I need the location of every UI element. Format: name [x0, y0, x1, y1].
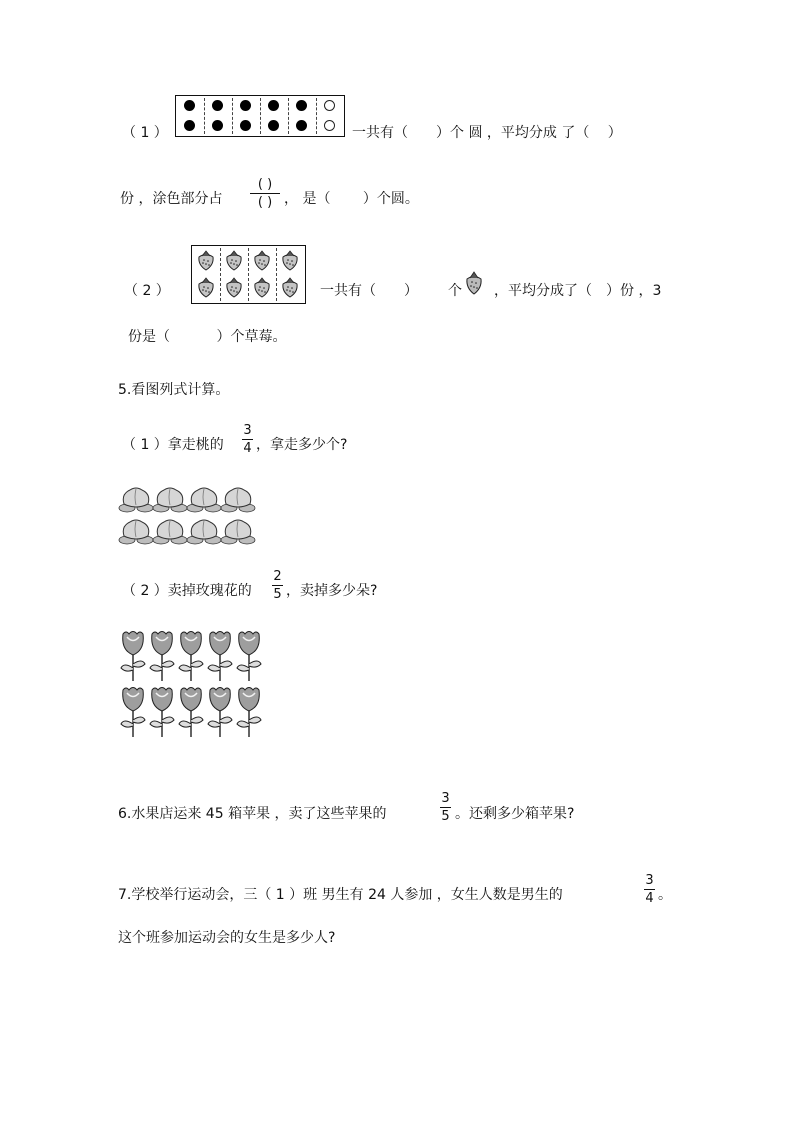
- fraction-numerator: 3: [243, 423, 252, 438]
- fraction-denominator: 5: [441, 809, 450, 824]
- rose-icon: [205, 684, 235, 742]
- strawberry-icon: [280, 249, 300, 275]
- q5-2-prefix: （ 2 ）卖掉玫瑰花的: [122, 583, 252, 599]
- q7-fraction: [644, 874, 655, 905]
- empty-circle: [324, 120, 335, 131]
- q4-2-text-a: 一共有（ ）: [320, 283, 418, 299]
- rose-icon: [118, 628, 148, 686]
- strawberry-icon: [224, 276, 244, 302]
- q4-2-text-a2: 个: [448, 283, 462, 299]
- strawberry-icon: [196, 276, 216, 302]
- peach-icon: [220, 484, 256, 518]
- peach-icon: [118, 484, 154, 518]
- peach-icon: [186, 516, 222, 550]
- dot-grid-divider: [288, 98, 289, 134]
- fraction-denominator: 4: [243, 441, 252, 456]
- rose-icon: [176, 628, 206, 686]
- fraction-numerator: 3: [441, 791, 450, 806]
- dot-grid-divider: [232, 98, 233, 134]
- filled-circle: [212, 120, 223, 131]
- rose-icon: [234, 684, 264, 742]
- rose-icon: [147, 628, 177, 686]
- strawberry-grid-divider: [248, 248, 249, 301]
- q6-fraction: [440, 792, 451, 823]
- dot-grid: [175, 95, 345, 137]
- rose-icon: [205, 628, 235, 686]
- rose-icon: [176, 684, 206, 742]
- dot-grid-divider: [260, 98, 261, 134]
- q5-title: 5.看图列式计算。: [118, 382, 230, 398]
- filled-circle: [184, 120, 195, 131]
- strawberry-grid: [191, 245, 306, 304]
- strawberry-icon: [252, 249, 272, 275]
- fraction-denominator: ( ): [257, 195, 273, 210]
- q4-2-text-a3: ，平均分成了（ ）份 ，3: [494, 283, 662, 299]
- q4-1-fraction: [250, 178, 280, 209]
- q4-1-text-b-suffix: ， 是（ ）个圆。: [284, 191, 419, 207]
- q7-prefix: 7.学校举行运动会，三（ 1 ）班 男生有 24 人参加 ，女生人数是男生的: [118, 887, 563, 903]
- fraction-denominator: 4: [645, 891, 654, 906]
- filled-circle: [240, 100, 251, 111]
- q5-1-suffix: ，拿走多少个?: [256, 437, 348, 453]
- q6-suffix: 。还剩多少箱苹果?: [455, 806, 575, 822]
- fraction-numerator: 3: [645, 873, 654, 888]
- filled-circle: [212, 100, 223, 111]
- peach-group: [118, 484, 263, 546]
- rose-icon: [118, 684, 148, 742]
- fraction-numerator: 2: [273, 569, 282, 584]
- strawberry-icon: [252, 276, 272, 302]
- q4-2-text-b: 份是（ ）个草莓。: [128, 329, 287, 345]
- q5-1-prefix: （ 1 ）拿走桃的: [122, 437, 224, 453]
- empty-circle: [324, 100, 335, 111]
- filled-circle: [240, 120, 251, 131]
- peach-icon: [152, 484, 188, 518]
- dot-grid-divider: [316, 98, 317, 134]
- q6-prefix: 6.水果店运来 45 箱苹果 ，卖了这些苹果的: [118, 806, 387, 822]
- filled-circle: [184, 100, 195, 111]
- strawberry-icon: [224, 249, 244, 275]
- strawberry-icon: [196, 249, 216, 275]
- q4-1-text-b-prefix: 份 ，涂色部分占: [120, 191, 223, 207]
- rose-icon: [147, 684, 177, 742]
- strawberry-grid-divider: [276, 248, 277, 301]
- rose-group: [118, 628, 270, 740]
- q5-1-fraction: [242, 424, 253, 455]
- filled-circle: [268, 100, 279, 111]
- dot-grid-divider: [204, 98, 205, 134]
- q5-2-fraction: [272, 570, 283, 601]
- q7-line2: 这个班参加运动会的女生是多少人?: [118, 930, 336, 946]
- q5-2-suffix: ，卖掉多少朵?: [286, 583, 378, 599]
- fraction-numerator: ( ): [257, 177, 273, 192]
- peach-icon: [186, 484, 222, 518]
- strawberry-icon: [464, 270, 484, 300]
- peach-icon: [220, 516, 256, 550]
- strawberry-icon: [280, 276, 300, 302]
- q4-1-text-a: 一共有（ ）个 圆 ，平均分成 了（ ）: [352, 125, 622, 141]
- strawberry-grid-divider: [220, 248, 221, 301]
- peach-icon: [118, 516, 154, 550]
- q4-2-label: （ 2 ）: [124, 283, 170, 299]
- rose-icon: [234, 628, 264, 686]
- filled-circle: [296, 120, 307, 131]
- filled-circle: [268, 120, 279, 131]
- peach-icon: [152, 516, 188, 550]
- fraction-denominator: 5: [273, 587, 282, 602]
- q7-suffix: 。: [658, 887, 672, 903]
- q4-1-label: （ 1 ）: [122, 125, 168, 141]
- filled-circle: [296, 100, 307, 111]
